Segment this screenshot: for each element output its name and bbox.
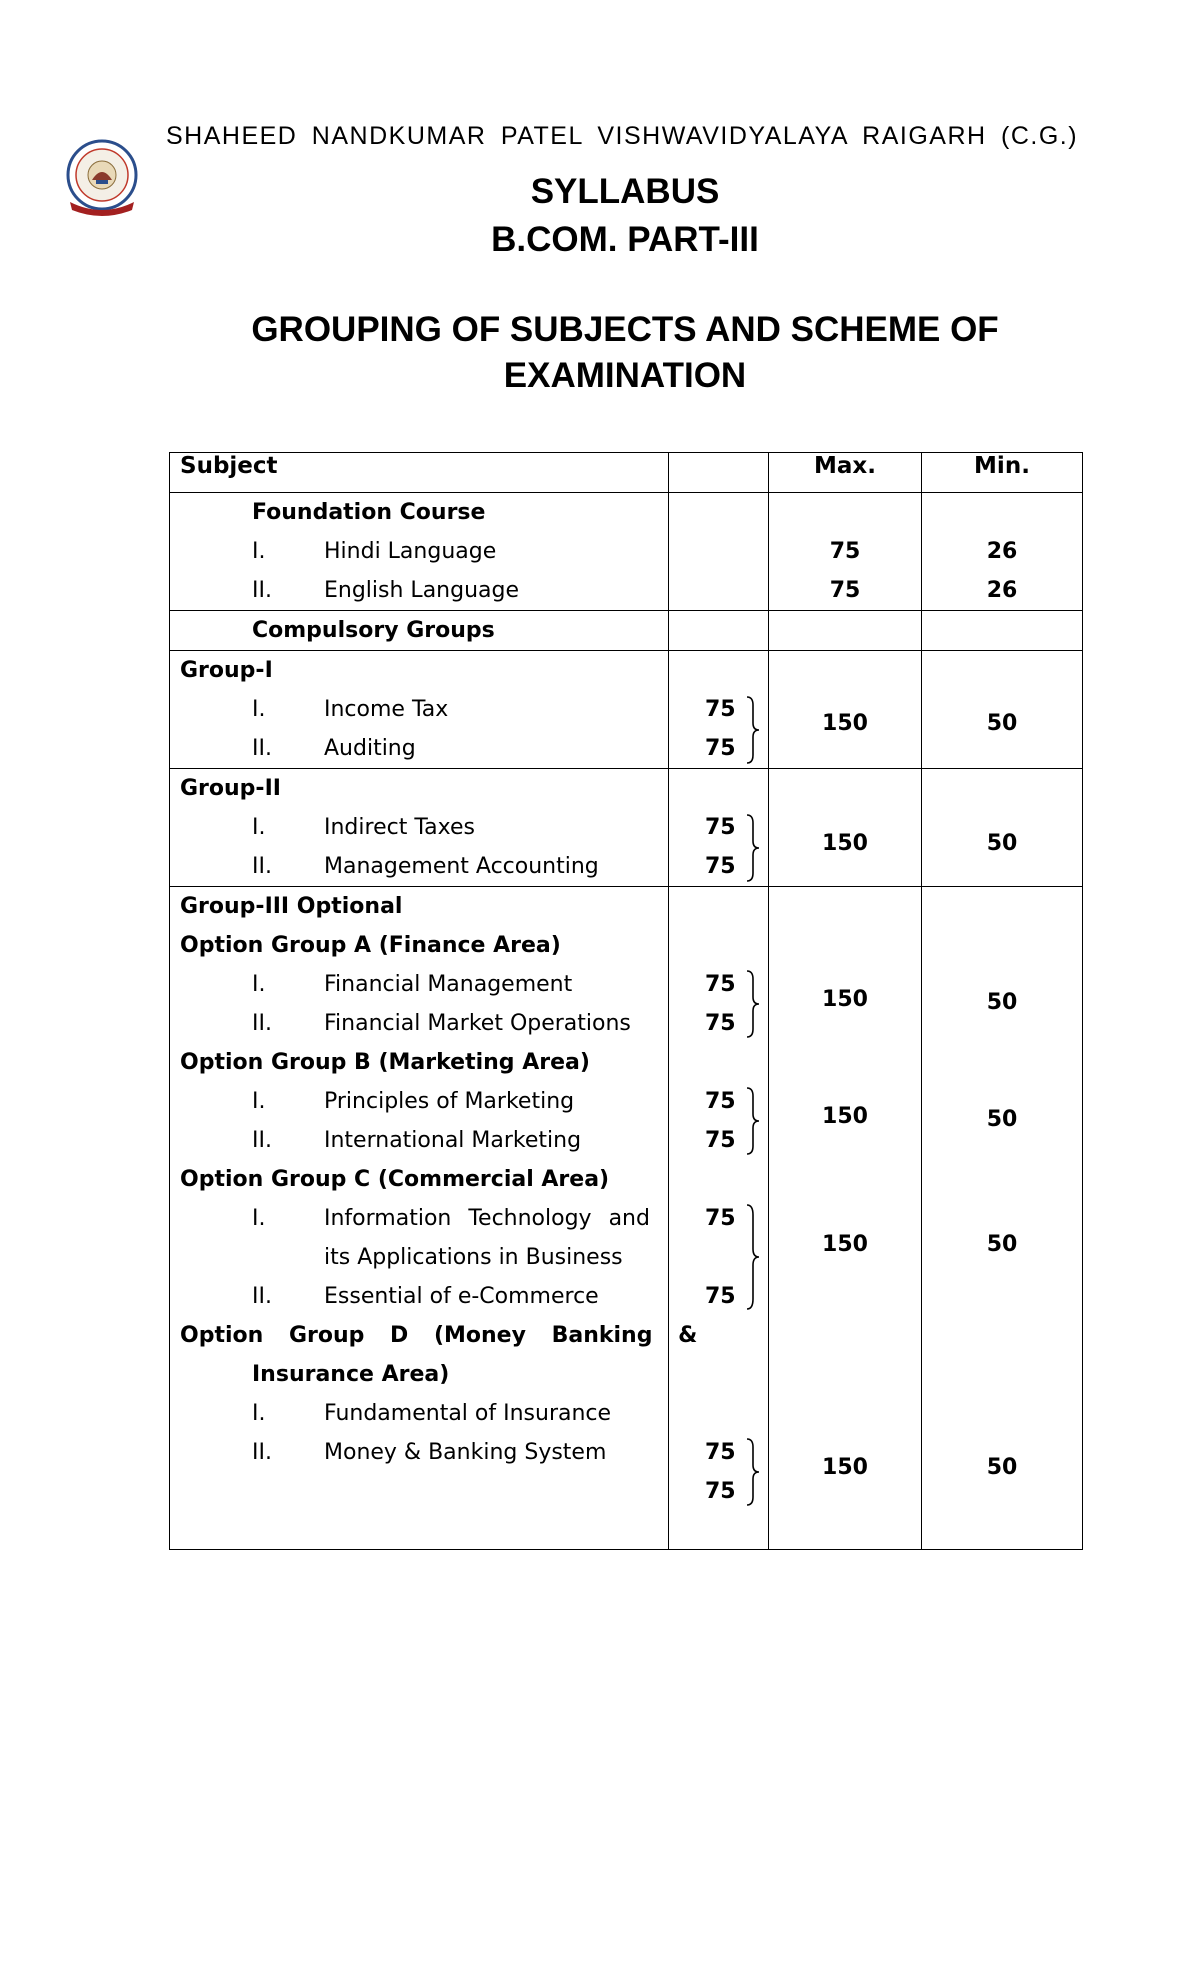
option-c-title: Option Group C (Commercial Area) bbox=[180, 1167, 610, 1192]
group-3-title: Group-III Optional bbox=[180, 894, 403, 919]
compulsory-title: Compulsory Groups bbox=[252, 618, 495, 643]
course-title: B.COM. PART-III bbox=[491, 220, 759, 259]
table-row-foundation bbox=[170, 493, 1083, 611]
marks-value: 75 bbox=[705, 736, 736, 761]
marks-value: 75 bbox=[705, 1440, 736, 1465]
section-heading-line1: GROUPING OF SUBJECTS AND SCHEME OF bbox=[251, 310, 999, 349]
marks-value: 75 bbox=[705, 1089, 736, 1114]
list-item: I. Indirect Taxes bbox=[252, 815, 475, 840]
right-brace-icon bbox=[745, 969, 761, 1039]
max-value: 75 bbox=[829, 539, 861, 564]
marks-value: 75 bbox=[705, 1011, 736, 1036]
header-marks-blank bbox=[669, 453, 769, 493]
list-item: II. Money & Banking System bbox=[252, 1440, 607, 1465]
marks-value: 75 bbox=[705, 1128, 736, 1153]
page-title: SYLLABUS bbox=[530, 172, 720, 211]
university-name: SHAHEED NANDKUMAR PATEL VISHWAVIDYALAYA RAIGARH (C.G.) bbox=[166, 122, 1079, 150]
list-item: I. Information Technology and bbox=[252, 1206, 650, 1231]
marks-value: 75 bbox=[705, 1206, 736, 1231]
table-row-compulsory bbox=[170, 611, 1083, 651]
group-2-title: Group-II bbox=[180, 776, 281, 801]
list-item: II. Management Accounting bbox=[252, 854, 599, 879]
marks-value: 75 bbox=[705, 1479, 736, 1504]
header-min: Min. bbox=[922, 453, 1083, 493]
option-b-title: Option Group B (Marketing Area) bbox=[180, 1050, 590, 1075]
max-value: 150 bbox=[822, 1455, 868, 1480]
min-value: 26 bbox=[986, 539, 1018, 564]
table-header-row bbox=[170, 453, 1083, 493]
list-item-continuation: its Applications in Business bbox=[324, 1245, 623, 1270]
marks-value: 75 bbox=[705, 697, 736, 722]
max-value: 150 bbox=[822, 711, 868, 736]
option-d-title-cont: Insurance Area) bbox=[252, 1362, 450, 1387]
min-value: 26 bbox=[986, 578, 1018, 603]
list-item: II. International Marketing bbox=[252, 1128, 582, 1153]
list-item: II. English Language bbox=[252, 578, 520, 603]
list-item: I. Income Tax bbox=[252, 697, 449, 722]
right-brace-icon bbox=[745, 695, 761, 765]
option-d-title: Option Group D (Money Banking & bbox=[180, 1323, 698, 1348]
header-max: Max. bbox=[769, 453, 922, 493]
marks-value: 75 bbox=[705, 854, 736, 879]
table-row-group-1 bbox=[170, 651, 1083, 769]
group-1-title: Group-I bbox=[180, 658, 273, 683]
marks-value: 75 bbox=[705, 972, 736, 997]
min-value: 50 bbox=[986, 711, 1018, 736]
header-subject: Subject bbox=[170, 453, 669, 493]
max-value: 150 bbox=[822, 1232, 868, 1257]
min-value: 50 bbox=[986, 1232, 1018, 1257]
right-brace-icon bbox=[745, 1437, 761, 1507]
max-value: 150 bbox=[822, 987, 868, 1012]
list-item: I. Principles of Marketing bbox=[252, 1089, 575, 1114]
list-item: II. Financial Market Operations bbox=[252, 1011, 631, 1036]
list-item: I. Financial Management bbox=[252, 972, 573, 997]
list-item: I. Fundamental of Insurance bbox=[252, 1401, 612, 1426]
list-item: I. Hindi Language bbox=[252, 539, 497, 564]
list-item: II. Essential of e-Commerce bbox=[252, 1284, 599, 1309]
list-item: II. Auditing bbox=[252, 736, 416, 761]
scheme-table bbox=[169, 452, 1083, 1550]
min-value: 50 bbox=[986, 1107, 1018, 1132]
min-value: 50 bbox=[986, 1455, 1018, 1480]
max-value: 150 bbox=[822, 831, 868, 856]
section-heading-line2: EXAMINATION bbox=[503, 356, 747, 395]
min-value: 50 bbox=[986, 990, 1018, 1015]
right-brace-icon bbox=[745, 813, 761, 883]
max-value: 75 bbox=[829, 578, 861, 603]
marks-value: 75 bbox=[705, 815, 736, 840]
max-value: 150 bbox=[822, 1104, 868, 1129]
marks-value: 75 bbox=[705, 1284, 736, 1309]
right-brace-icon bbox=[745, 1086, 761, 1156]
table-row-group-2 bbox=[170, 769, 1083, 887]
right-brace-icon bbox=[745, 1203, 761, 1311]
min-value: 50 bbox=[986, 831, 1018, 856]
table-row-group-3 bbox=[170, 887, 1083, 1550]
foundation-title: Foundation Course bbox=[252, 500, 486, 525]
option-a-title: Option Group A (Finance Area) bbox=[180, 933, 561, 958]
